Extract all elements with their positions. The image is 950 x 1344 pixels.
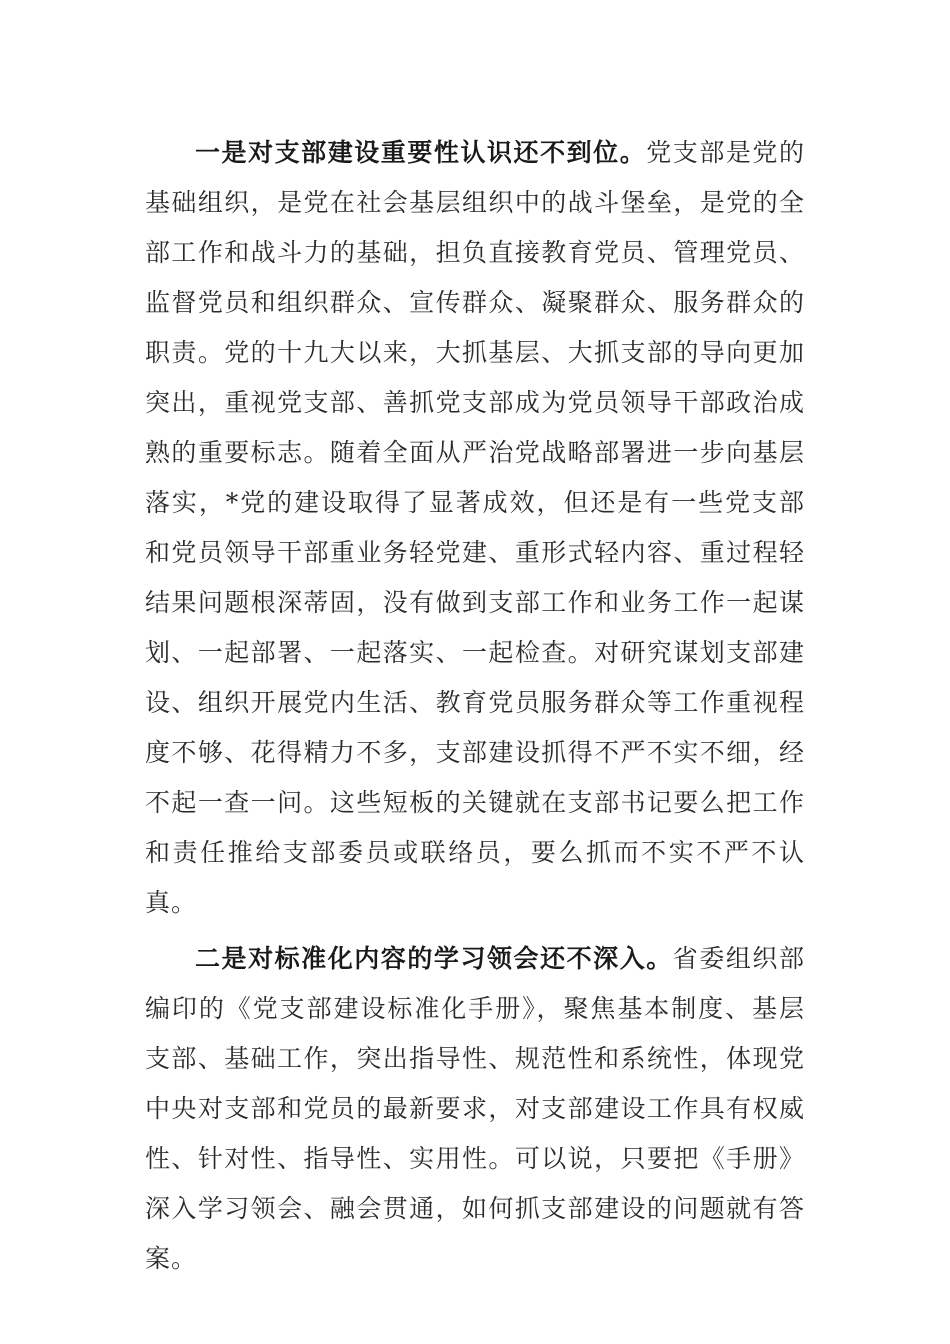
paragraph-1 (145, 128, 805, 928)
paragraph-1-body: 党支部是党的基础组织，是党在社会基层组织中的战斗堡垒，是党的全部工作和战斗力的基础，担负直接教育党员、管理党员、监督党员和组织群众、宣传群众、凝聚群众、服务群众的职责。党的十九大以来，大抓基层、大抓支部的导向更加突出，重视党支部、善抓党支部成为党员领导干部政治成熟的重要标志。随着全面从严治党战略部署进一步向基层落实，*党的建设取得了显著成效，但还是有一些党支部和党员领导干部重业务轻党建、重形式轻内容、重过程轻结果问题根深蒂固，没有做到支部工作和业务工作一起谋划、一起部署、一起落实、一起检查。对研究谋划支部建设、组织开展党内生活、教育党员服务群众等工作重视程度不够、花得精力不多，支部建设抓得不严不实不细，经不起一查一问。这些短板的关键就在支部书记要么把工作和责任推给支部委员或联络员，要么抓而不实不严不认真。 (145, 138, 805, 917)
document-body (145, 128, 805, 1284)
paragraph-2-body: 省委组织部编印的《党支部建设标准化手册》，聚焦基本制度、基层支部、基础工作，突出指导性、规范性和系统性，体现党中央对支部和党员的最新要求，对支部建设工作具有权威性、针对性、指导性、实用性。可以说，只要把《手册》深入学习领会、融会贯通，如何抓支部建设的问题就有答案。 (145, 944, 805, 1273)
paragraph-1-lead: 一是对支部建设重要性认识还不到位。 (195, 138, 647, 167)
paragraph-2 (145, 934, 805, 1284)
paragraph-2-lead: 二是对标准化内容的学习领会还不深入。 (195, 944, 673, 973)
